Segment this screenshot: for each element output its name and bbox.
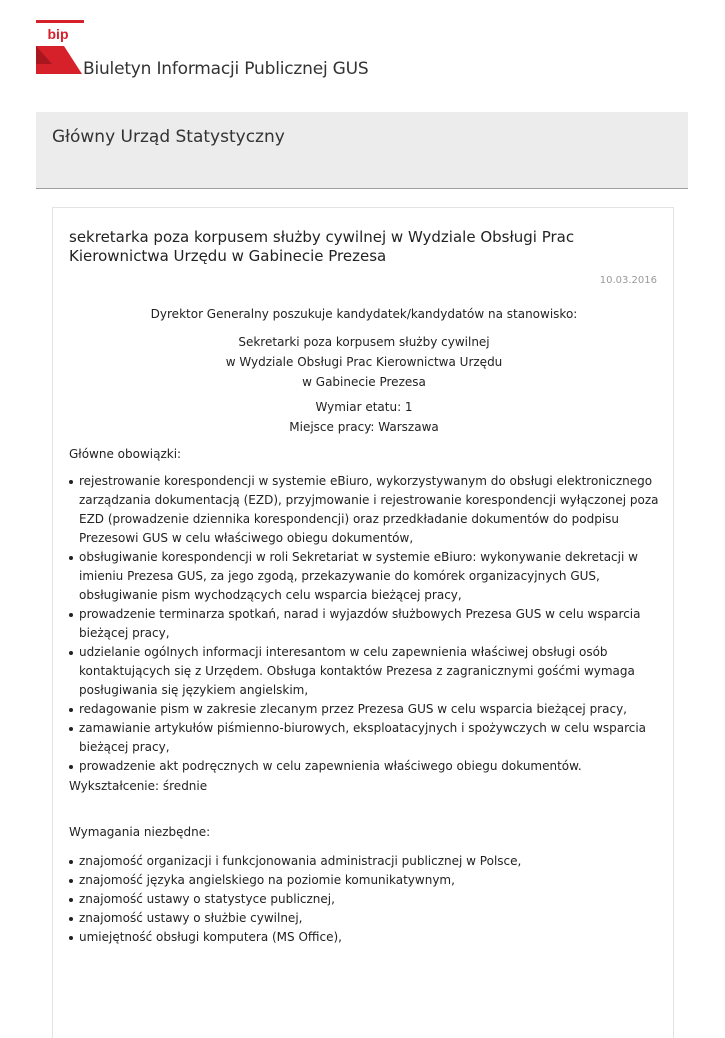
list-item <box>69 700 661 719</box>
bullet-icon <box>69 898 73 902</box>
intro-text: Dyrektor Generalny poszukuje kandydatek/kandydatów na stanowisko: <box>150 307 578 321</box>
requirements-list <box>69 852 661 947</box>
bullet-icon <box>69 708 73 712</box>
list-item <box>69 757 661 776</box>
list-item <box>69 605 661 643</box>
duties-list <box>69 472 661 776</box>
duty-text: prowadzenie akt podręcznych w celu zapewnienia właściwego obiegu dokumentów. <box>79 759 582 773</box>
institution-band <box>36 112 688 189</box>
list-item <box>69 909 661 928</box>
article-date: 10.03.2016 <box>599 275 657 286</box>
bullet-icon <box>69 936 73 940</box>
bip-logo-text: bip <box>47 26 69 42</box>
requirement-text: znajomość języka angielskiego na poziomie komunikatywnym, <box>79 873 455 887</box>
bip-logo[interactable] <box>36 20 84 76</box>
bullet-icon <box>69 879 73 883</box>
position-line: w Gabinecie Prezesa <box>302 375 426 389</box>
article-title: sekretarka poza korpusem służby cywilnej w Wydziale Obsługi Prac Kierownictwa Urzędu w Gabinecie Prezesa <box>69 228 575 265</box>
work-place: Miejsce pracy: Warszawa <box>289 420 439 434</box>
bullet-icon <box>69 860 73 864</box>
bullet-icon <box>69 917 73 921</box>
bullet-icon <box>69 556 73 560</box>
bullet-icon <box>69 727 73 731</box>
requirement-text: znajomość ustawy o statystyce publicznej, <box>79 892 335 906</box>
article-card <box>52 207 674 1038</box>
position-line: Sekretarki poza korpusem służby cywilnej <box>238 335 490 349</box>
requirement-text: znajomość ustawy o służbie cywilnej, <box>79 911 303 925</box>
work-time: Wymiar etatu: 1 <box>315 400 413 414</box>
duty-text: obsługiwanie korespondencji w roli Sekretariat w systemie eBiuro: wykonywanie dekretacji w imieniu Prezesa GUS, za jego zgodą, przekazywanie do komórek organizacyjnych GUS, obsługiwanie pism wychodzących celu wsparcia bieżącej pracy, <box>79 550 638 602</box>
bullet-icon <box>69 613 73 617</box>
list-item <box>69 643 661 700</box>
education-text: Wykształcenie: średnie <box>69 779 208 793</box>
list-item <box>69 890 661 909</box>
list-item <box>69 472 661 548</box>
duties-heading: Główne obowiązki: <box>69 447 182 461</box>
duty-text: prowadzenie terminarza spotkań, narad i wyjazdów służbowych Prezesa GUS w celu wsparcia bieżącej pracy, <box>79 607 641 640</box>
duty-text: udzielanie ogólnych informacji interesantom w celu zapewnienia właściwej obsługi osób kontaktujących się z Urzędem. Obsługa kontaktów Prezesa z zagranicznymi gośćmi wymaga posługiwania się językiem angielskim, <box>79 645 635 697</box>
site-title[interactable]: Biuletyn Informacji Publicznej GUS <box>83 59 369 79</box>
list-item <box>69 719 661 757</box>
list-item <box>69 928 661 947</box>
requirement-text: umiejętność obsługi komputera (MS Office), <box>79 930 342 944</box>
list-item <box>69 548 661 605</box>
duty-text: redagowanie pism w zakresie zlecanym przez Prezesa GUS w celu wsparcia bieżącej pracy, <box>79 702 627 716</box>
list-item <box>69 871 661 890</box>
requirements-heading: Wymagania niezbędne: <box>69 825 211 839</box>
requirement-text: znajomość organizacji i funkcjonowania administracji publicznej w Polsce, <box>79 854 522 868</box>
duty-text: zamawianie artykułów piśmienno-biurowych, eksploatacyjnych i spożywczych w celu wsparcia bieżącej pracy, <box>79 721 647 754</box>
position-line: w Wydziale Obsługi Prac Kierownictwa Urzędu <box>225 355 503 369</box>
institution-name[interactable]: Główny Urząd Statystyczny <box>52 127 285 147</box>
bullet-icon <box>69 651 73 655</box>
list-item <box>69 852 661 871</box>
bullet-icon <box>69 480 73 484</box>
bullet-icon <box>69 765 73 769</box>
details-block <box>69 397 659 437</box>
duty-text: rejestrowanie korespondencji w systemie eBiuro, wykorzystywanym do obsługi elektronicznego zarządzania dokumentacją (EZD), przyjmowanie i rejestrowanie korespondencji wyłączonej poza EZD (prowadzenie dziennika korespondencji) oraz przedkładanie dokumentów do podpisu Prezesowi GUS w celu właściwego obiegu dokumentów, <box>79 474 659 545</box>
position-block <box>69 332 659 392</box>
